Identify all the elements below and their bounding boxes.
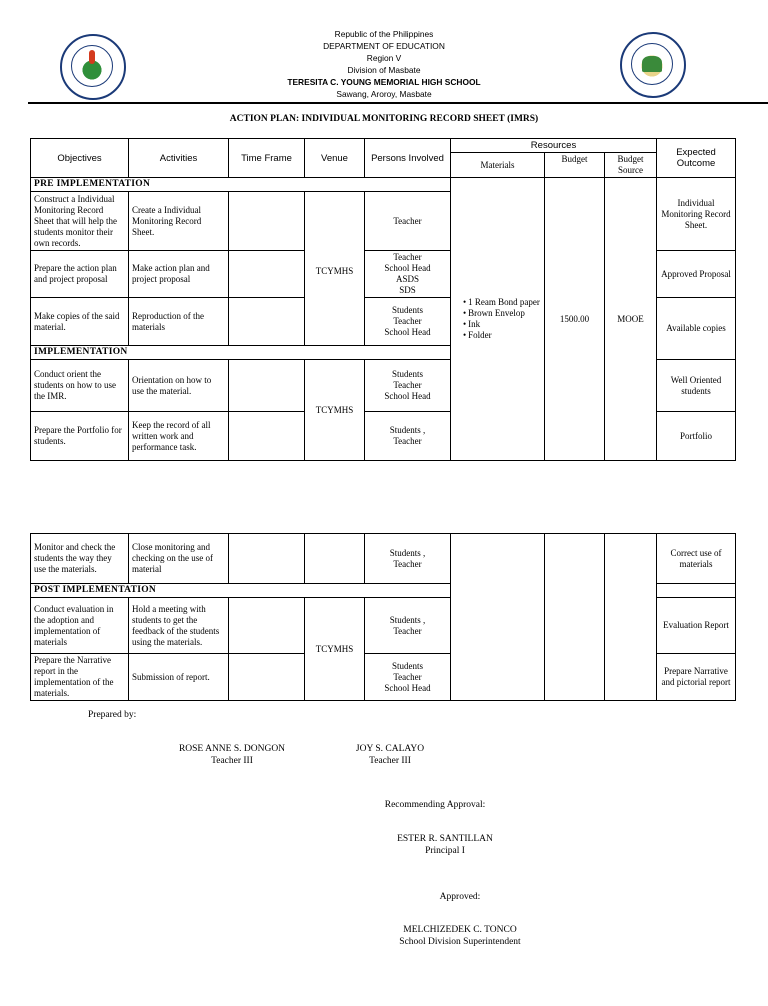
time-frame-cell: [229, 360, 305, 412]
outcome-cell: Individual Monitoring Record Sheet.: [657, 178, 736, 251]
person: Teacher: [393, 436, 422, 446]
letterhead-line: DEPARTMENT OF EDUCATION: [323, 41, 445, 51]
col-budget: Budget: [545, 153, 605, 178]
budget-source-cell: [605, 534, 657, 701]
signatory-title: School Division Superintendent: [399, 937, 521, 947]
outcome-cell: Evaluation Report: [657, 598, 736, 654]
col-venue: Venue: [305, 139, 365, 178]
activity-cell: Make action plan and project proposal: [129, 251, 229, 298]
person: SDS: [399, 285, 416, 295]
time-frame-cell: [229, 654, 305, 701]
outcome-cell: Portfolio: [657, 412, 736, 461]
col-persons: Persons Involved: [365, 139, 451, 178]
objective-cell: Prepare the Portfolio for students.: [31, 412, 129, 461]
venue-cell: TCYMHS: [305, 192, 365, 346]
col-time-frame: Time Frame: [229, 139, 305, 178]
outcome-cell: Well Oriented students: [657, 360, 736, 412]
outcome-cell: Correct use of materials: [657, 534, 736, 584]
objective-cell: Conduct evaluation in the adoption and implementation of materials: [31, 598, 129, 654]
person: Teacher: [393, 316, 422, 326]
col-budget-source: Budget Source: [605, 153, 657, 178]
signatory-name: ESTER R. SANTILLAN: [397, 834, 493, 844]
outcome-cell: Available copies: [657, 298, 736, 360]
activity-cell: Keep the record of all written work and performance task.: [129, 412, 229, 461]
person: Teacher: [393, 625, 422, 636]
person: School Head: [384, 682, 431, 693]
persons-cell: Teacher: [365, 192, 451, 251]
person: School Head: [384, 263, 431, 273]
letterhead-line: Sawang, Aroroy, Masbate: [336, 89, 432, 99]
person: Teacher: [393, 380, 422, 390]
signatory-title: Principal I: [425, 846, 465, 856]
venue-cell: TCYMHS: [305, 598, 365, 701]
person: Teacher: [393, 671, 422, 682]
col-materials: Materials: [451, 153, 545, 178]
time-frame-cell: [229, 298, 305, 346]
persons-cell: [365, 654, 451, 701]
objective-cell: Prepare the Narrative report in the implementation of the materials.: [31, 654, 129, 701]
time-frame-cell: [229, 598, 305, 654]
persons-cell: [365, 598, 451, 654]
col-outcome: Expected Outcome: [657, 139, 736, 178]
materials-cell: [451, 534, 545, 701]
recommending-approval-label: Recommending Approval:: [384, 800, 486, 810]
activity-cell: Reproduction of the materials: [129, 298, 229, 346]
prepared-by-label: Prepared by:: [88, 710, 137, 720]
person: School Head: [384, 391, 431, 401]
signatory-4: [360, 924, 560, 948]
letterhead-line: TERESITA C. YOUNG MEMORIAL HIGH SCHOOL: [287, 77, 481, 87]
letterhead-line: Republic of the Philippines: [334, 29, 434, 39]
signatory-title: Teacher III: [211, 756, 253, 766]
time-frame-cell: [229, 412, 305, 461]
venue-cell: TCYMHS: [305, 360, 365, 461]
person: Students ,: [389, 614, 426, 625]
material-item: • Ink: [463, 319, 541, 330]
persons-cell: [365, 412, 451, 461]
venue-cell: [305, 534, 365, 584]
budget-cell: 1500.00: [545, 178, 605, 461]
signatory-name: JOY S. CALAYO: [355, 744, 425, 754]
objective-cell: Monitor and check the students the way they use the materials.: [31, 534, 129, 584]
objective-cell: Prepare the action plan and project proposal: [31, 251, 129, 298]
col-objectives: Objectives: [31, 139, 129, 178]
section-post-implementation: POST IMPLEMENTATION: [31, 584, 451, 598]
activity-cell: Close monitoring and checking on the use of material: [129, 534, 229, 584]
signatory-1: [150, 743, 314, 767]
person: Teacher: [393, 252, 422, 262]
budget-cell: [545, 534, 605, 701]
signatory-title: Teacher III: [369, 756, 411, 766]
letterhead-line: Region V: [366, 53, 402, 63]
document-title: ACTION PLAN: INDIVIDUAL MONITORING RECORD SHEET (IMRS): [229, 114, 539, 124]
person: Teacher: [393, 558, 422, 569]
approved-label: Approved:: [439, 892, 481, 902]
outcome-cell: [657, 584, 736, 598]
material-item: • Folder: [463, 330, 541, 341]
objective-cell: Construct a Individual Monitoring Record Sheet that will help the students monitor their own records.: [31, 192, 129, 251]
budget-source-cell: MOOE: [605, 178, 657, 461]
signatory-name: MELCHIZEDEK C. TONCO: [403, 925, 517, 935]
signatory-3: [370, 833, 520, 857]
letterhead: [0, 28, 768, 100]
header-divider: [28, 102, 768, 104]
activity-cell: Submission of report.: [129, 654, 229, 701]
persons-cell: [365, 534, 451, 584]
activity-cell: Create a Individual Monitoring Record Sheet.: [129, 192, 229, 251]
signatory-2: [330, 743, 450, 767]
activity-cell: Hold a meeting with students to get the feedback of the students using the materials.: [129, 598, 229, 654]
material-item: • Brown Envelop: [463, 308, 541, 319]
persons-cell: [365, 298, 451, 346]
col-resources: Resources: [451, 139, 657, 153]
time-frame-cell: [229, 251, 305, 298]
person: Students: [391, 660, 423, 671]
signatory-name: ROSE ANNE S. DONGON: [178, 744, 286, 754]
activity-cell: Orientation on how to use the material.: [129, 360, 229, 412]
objective-cell: Conduct orient the students on how to use the IMR.: [31, 360, 129, 412]
time-frame-cell: [229, 534, 305, 584]
section-pre-implementation: PRE IMPLEMENTATION: [31, 178, 451, 192]
person: Students: [391, 369, 423, 379]
materials-cell: [451, 178, 545, 461]
col-activities: Activities: [129, 139, 229, 178]
material-item: • 1 Ream Bond paper: [463, 297, 541, 308]
action-plan-table-continued: [30, 533, 736, 701]
person: ASDS: [395, 274, 419, 284]
outcome-cell: Approved Proposal: [657, 251, 736, 298]
person: Students ,: [389, 425, 426, 435]
section-implementation: IMPLEMENTATION: [31, 346, 451, 360]
person: Students ,: [389, 547, 426, 558]
outcome-cell: Prepare Narrative and pictorial report: [657, 654, 736, 701]
letterhead-line: Division of Masbate: [347, 65, 421, 75]
persons-cell: [365, 251, 451, 298]
person: Students: [391, 305, 423, 315]
person: School Head: [384, 327, 431, 337]
persons-cell: [365, 360, 451, 412]
time-frame-cell: [229, 192, 305, 251]
objective-cell: Make copies of the said material.: [31, 298, 129, 346]
action-plan-table: [30, 138, 736, 461]
